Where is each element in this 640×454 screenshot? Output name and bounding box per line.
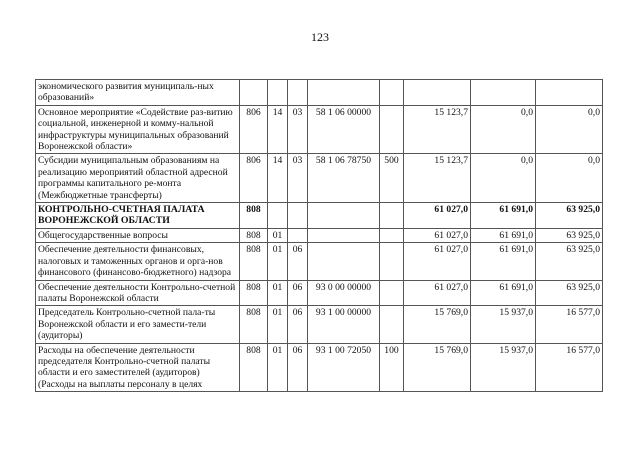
row-name-cell: КОНТРОЛЬНО-СЧЕТНАЯ ПАЛАТА ВОРОНЕЖСКОЙ ОБЛАСТИ	[36, 203, 240, 229]
expense-type-cell: 100	[380, 343, 404, 392]
table-row	[36, 154, 603, 203]
row-name-cell: Обеспечение деятельности Контрольно-счетной палаты Воронежской области	[36, 280, 240, 306]
amount-year1-cell: 15 123,7	[404, 105, 471, 154]
amount-year3-cell: 63 925,0	[536, 243, 603, 280]
amount-year3-cell	[536, 80, 603, 106]
amount-year1-cell: 15 769,0	[404, 343, 471, 392]
subsection-code-cell: 06	[288, 280, 308, 306]
row-name-cell: Основное мероприятие «Содействие раз-витию социальной, инженерной и комму-нальной инфраструктуры муниципальных образований Воронежской области»	[36, 105, 240, 154]
section-code-cell	[268, 203, 288, 229]
amount-year1-cell: 61 027,0	[404, 243, 471, 280]
amount-year3-cell: 0,0	[536, 105, 603, 154]
expense-type-cell	[380, 243, 404, 280]
budget-table	[35, 79, 603, 392]
amount-year2-cell	[471, 80, 536, 106]
table-row	[36, 228, 603, 242]
row-name-cell: экономического развития муниципаль-ных образований»	[36, 80, 240, 106]
section-code-cell: 01	[268, 343, 288, 392]
amount-year2-cell: 61 691,0	[471, 203, 536, 229]
department-code-cell: 806	[240, 105, 268, 154]
amount-year2-cell: 15 937,0	[471, 306, 536, 343]
row-name-cell: Субсидии муниципальным образованиям на реализацию мероприятий областной адресной программы капитального ре-монта (Межбюджетные трансферты)	[36, 154, 240, 203]
amount-year1-cell: 15 769,0	[404, 306, 471, 343]
amount-year1-cell	[404, 80, 471, 106]
section-code-cell: 14	[268, 154, 288, 203]
subsection-code-cell	[288, 80, 308, 106]
table-row	[36, 243, 603, 280]
subsection-code-cell: 03	[288, 105, 308, 154]
table-row	[36, 203, 603, 229]
department-code-cell: 808	[240, 280, 268, 306]
amount-year3-cell: 63 925,0	[536, 280, 603, 306]
target-article-cell: 93 1 00 00000	[308, 306, 380, 343]
target-article-cell	[308, 203, 380, 229]
target-article-cell: 93 0 00 00000	[308, 280, 380, 306]
subsection-code-cell	[288, 203, 308, 229]
department-code-cell: 808	[240, 343, 268, 392]
amount-year3-cell: 16 577,0	[536, 343, 603, 392]
section-code-cell: 01	[268, 228, 288, 242]
target-article-cell: 93 1 00 72050	[308, 343, 380, 392]
department-code-cell: 808	[240, 306, 268, 343]
table-row	[36, 343, 603, 392]
target-article-cell	[308, 243, 380, 280]
subsection-code-cell: 03	[288, 154, 308, 203]
amount-year3-cell: 0,0	[536, 154, 603, 203]
expense-type-cell	[380, 306, 404, 343]
row-name-cell: Расходы на обеспечение деятельности председателя Контрольно-счетной палаты области и его заместителей (аудиторов) (Расходы на выплаты персоналу в целях	[36, 343, 240, 392]
department-code-cell: 808	[240, 228, 268, 242]
expense-type-cell	[380, 280, 404, 306]
amount-year3-cell: 63 925,0	[536, 228, 603, 242]
subsection-code-cell: 06	[288, 243, 308, 280]
amount-year2-cell: 61 691,0	[471, 228, 536, 242]
amount-year2-cell: 0,0	[471, 154, 536, 203]
amount-year1-cell: 15 123,7	[404, 154, 471, 203]
amount-year2-cell: 61 691,0	[471, 243, 536, 280]
row-name-cell: Обеспечение деятельности финансовых, налоговых и таможенных органов и орга-нов финансового (финансово-бюджетного) надзора	[36, 243, 240, 280]
target-article-cell: 58 1 06 00000	[308, 105, 380, 154]
target-article-cell	[308, 228, 380, 242]
section-code-cell	[268, 80, 288, 106]
amount-year2-cell: 0,0	[471, 105, 536, 154]
amount-year1-cell: 61 027,0	[404, 280, 471, 306]
section-code-cell: 01	[268, 280, 288, 306]
amount-year1-cell: 61 027,0	[404, 228, 471, 242]
amount-year3-cell: 16 577,0	[536, 306, 603, 343]
expense-type-cell: 500	[380, 154, 404, 203]
row-name-cell: Председатель Контрольно-счетной пала-ты Воронежской области и его замести-тели (аудиторы)	[36, 306, 240, 343]
section-code-cell: 01	[268, 306, 288, 343]
table-row	[36, 105, 603, 154]
expense-type-cell	[380, 80, 404, 106]
row-name-cell: Общегосударственные вопросы	[36, 228, 240, 242]
table-row	[36, 306, 603, 343]
subsection-code-cell	[288, 228, 308, 242]
amount-year2-cell: 15 937,0	[471, 343, 536, 392]
section-code-cell: 01	[268, 243, 288, 280]
department-code-cell	[240, 80, 268, 106]
target-article-cell: 58 1 06 78750	[308, 154, 380, 203]
table-row	[36, 80, 603, 106]
amount-year2-cell: 61 691,0	[471, 280, 536, 306]
target-article-cell	[308, 80, 380, 106]
expense-type-cell	[380, 228, 404, 242]
expense-type-cell	[380, 105, 404, 154]
expense-type-cell	[380, 203, 404, 229]
amount-year1-cell: 61 027,0	[404, 203, 471, 229]
page-number: 123	[311, 30, 329, 44]
table-row	[36, 280, 603, 306]
amount-year3-cell: 63 925,0	[536, 203, 603, 229]
department-code-cell: 808	[240, 203, 268, 229]
section-code-cell: 14	[268, 105, 288, 154]
subsection-code-cell: 06	[288, 306, 308, 343]
subsection-code-cell: 06	[288, 343, 308, 392]
department-code-cell: 806	[240, 154, 268, 203]
department-code-cell: 808	[240, 243, 268, 280]
